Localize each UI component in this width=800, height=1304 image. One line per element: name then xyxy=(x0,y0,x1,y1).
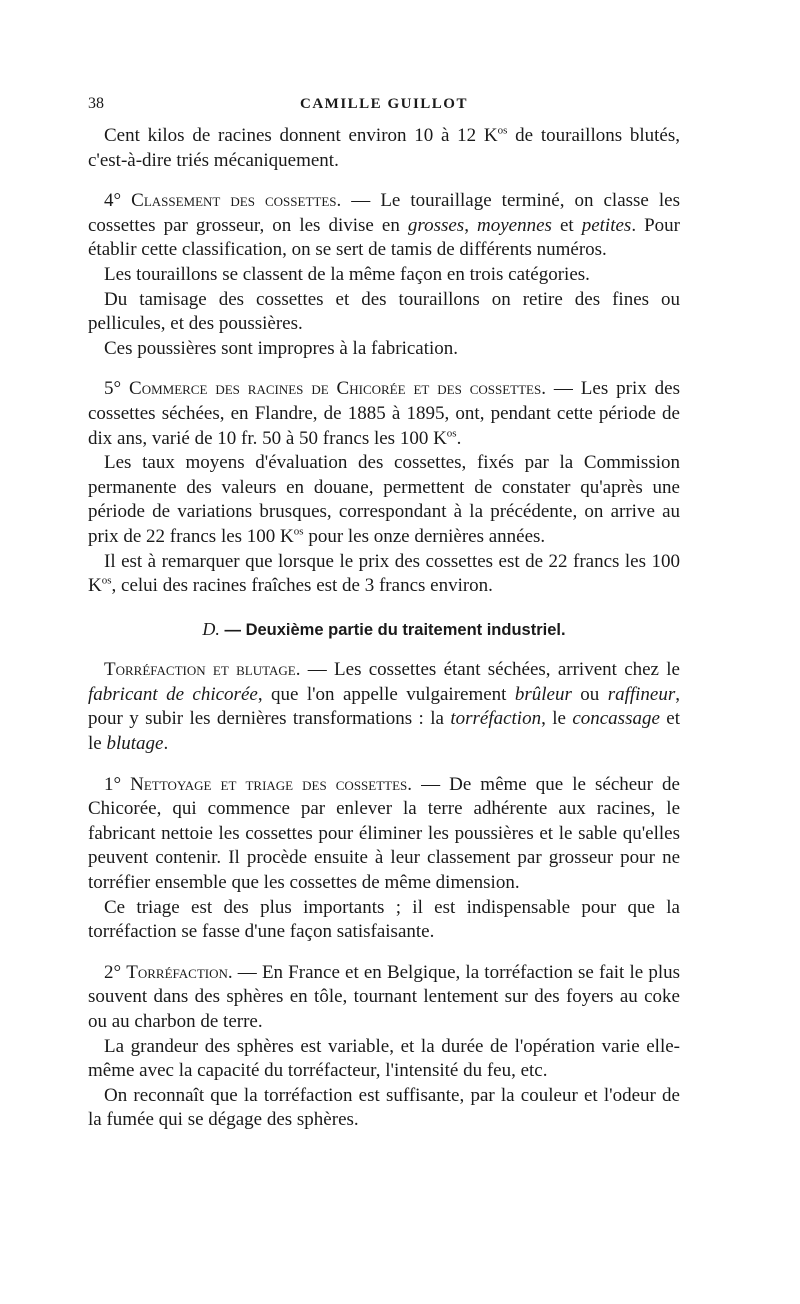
paragraph: Ce triage est des plus importants ; il est indispensable pour que la torréfaction se fasse d'une façon satisfaisante. xyxy=(88,896,680,943)
section-heading: Nettoyage et triage des cossettes. xyxy=(130,773,413,795)
running-title: CAMILLE GUILLOT xyxy=(300,96,468,112)
document-page xyxy=(88,92,680,1133)
page-number: 38 xyxy=(88,95,104,112)
section-heading: Torréfaction et blutage. xyxy=(104,659,301,681)
paragraph-commerce: 5° Commerce des racines de Chicorée et des cossettes. — Les prix des cossettes séchées, en Flandre, de 1885 à 1895, ont, pendant cette période de dix ans, varié de 10 fr. 50 à 50 francs les 100 $K^{os}$. xyxy=(88,378,680,449)
paragraph: Il est à remarquer que lorsque le prix des cossettes est de 22 francs les 100 $K^{os}$, celui des racines fraîches est de 3 francs environ. xyxy=(88,550,680,597)
paragraph: Cent kilos de racines donnent environ 10 à 12 $K^{os}$ de touraillons blutés, c'est-à-dire triés mécaniquement. xyxy=(88,124,680,171)
paragraph-nettoyage: 1° Nettoyage et triage des cossettes. — De même que le sécheur de Chicorée, qui commence par enlever la terre adhérente aux racines, le fabricant nettoie les cossettes pour éliminer les poussières et le sable qu'elles peuvent contenir. Il procède ensuite à leur classement par grosseur pour ne torréfier ensemble que les cossettes de même dimension. xyxy=(88,773,680,894)
subsection-title: D. — Deuxième partie du traitement industriel. xyxy=(202,618,566,639)
section-heading: Classement des cossettes. xyxy=(131,190,342,212)
paragraph-torrefaction: 2° Torréfaction. — En France et en Belgique, la torréfaction se fait le plus souvent dans des sphères en tôle, tournant lentement sur des foyers au coke ou au charbon de terre. xyxy=(88,961,680,1032)
section-heading: Commerce des racines de Chicorée et des cossettes. xyxy=(129,378,546,400)
page-header xyxy=(88,92,680,118)
paragraph: On reconnaît que la torréfaction est suffisante, par la couleur et l'odeur de la fumée qui se dégage des sphères. xyxy=(88,1084,680,1131)
paragraph: La grandeur des sphères est variable, et la durée de l'opération varie elle-même avec la capacité du torréfacteur, l'intensité du feu, etc. xyxy=(88,1035,680,1082)
paragraph: Ces poussières sont impropres à la fabrication. xyxy=(104,337,459,359)
paragraph: Les touraillons se classent de la même façon en trois catégories. xyxy=(104,263,590,285)
paragraph: Les taux moyens d'évaluation des cossettes, fixés par la Commission permanente des valeurs en douane, permettent de constater qu'après une période de variations brusques, correspondant à la précédente, on arrive au prix de 22 francs les 100 $K^{os}$ pour les onze dernières années. xyxy=(88,452,680,547)
paragraph-classement: 4° Classement des cossettes. — Le touraillage terminé, on classe les cossettes par grosseur, on les divise en grosses, moyennes et petites. Pour établir cette classification, on se sert de tamis de différents numéros. xyxy=(88,190,680,261)
paragraph-torrefaction-blutage: Torréfaction et blutage. — Les cossettes étant séchées, arrivent chez le fabricant de chicorée, que l'on appelle vulgairement brûleur ou raffineur, pour y subir les dernières transformations : la torréfaction, le concassage et le blutage. xyxy=(88,659,681,755)
section-heading: Torréfaction. xyxy=(126,961,233,983)
paragraph: Du tamisage des cossettes et des touraillons on retire des fines ou pellicules, et des poussières. xyxy=(88,288,680,335)
